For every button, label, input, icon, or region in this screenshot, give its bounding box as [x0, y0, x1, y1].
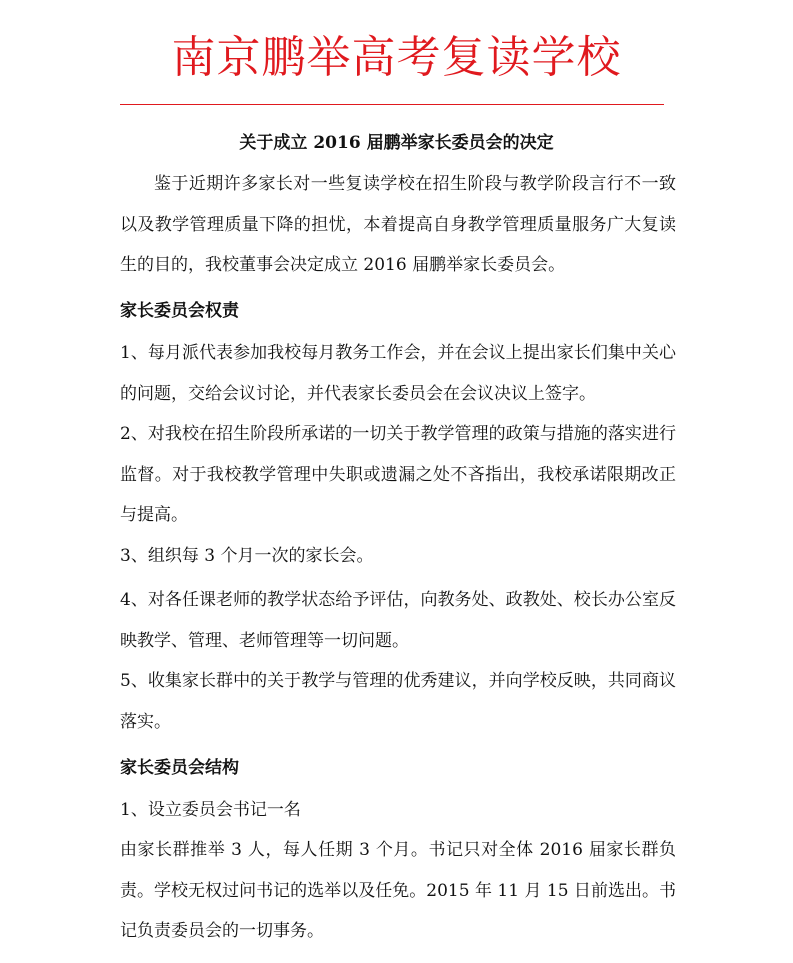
letterhead-divider [120, 104, 664, 105]
document-title: 关于成立 2016 届鹏举家长委员会的决定 [239, 133, 554, 153]
responsibility-item-2: 2、对我校在招生阶段所承诺的一切关于教学管理的政策与措施的落实进行监督。对于我校教学管理中失职或遗漏之处不吝指出，我校承诺限期改正与提高。 [120, 424, 676, 525]
responsibility-item-4: 4、对各任课老师的教学状态给予评估，向教务处、政教处、校长办公室反映教学、管理、老师管理等一切问题。 [120, 590, 676, 651]
responsibility-item-3: 3、组织每 3 个月一次的家长会。 [120, 546, 374, 566]
section-heading-structure: 家长委员会结构 [120, 758, 239, 778]
responsibility-item-5: 5、收集家长群中的关于教学与管理的优秀建议，并向学校反映，共同商议落实。 [120, 671, 676, 732]
section-heading-responsibilities: 家长委员会权责 [120, 301, 239, 321]
school-letterhead: 南京鹏举高考复读学校 [171, 32, 622, 83]
structure-item-1-detail: 由家长群推举 3 人，每人任期 3 个月。书记只对全体 2016 届家长群负责。学校无权过问书记的选举以及任免。2015 年 11 月 15 日前选出。书记负责委员会的一切事务。 [120, 840, 676, 941]
responsibility-item-1: 1、每月派代表参加我校每月教务工作会，并在会议上提出家长们集中关心的问题，交给会议讨论，并代表家长委员会在会议决议上签字。 [120, 343, 676, 404]
intro-paragraph: 鉴于近期许多家长对一些复读学校在招生阶段与教学阶段言行不一致以及教学管理质量下降的担忧，本着提高自身教学管理质量服务广大复读生的目的，我校董事会决定成立 2016 届鹏举家长委员会。 [120, 174, 676, 275]
structure-item-1: 1、设立委员会书记一名 [120, 800, 301, 820]
